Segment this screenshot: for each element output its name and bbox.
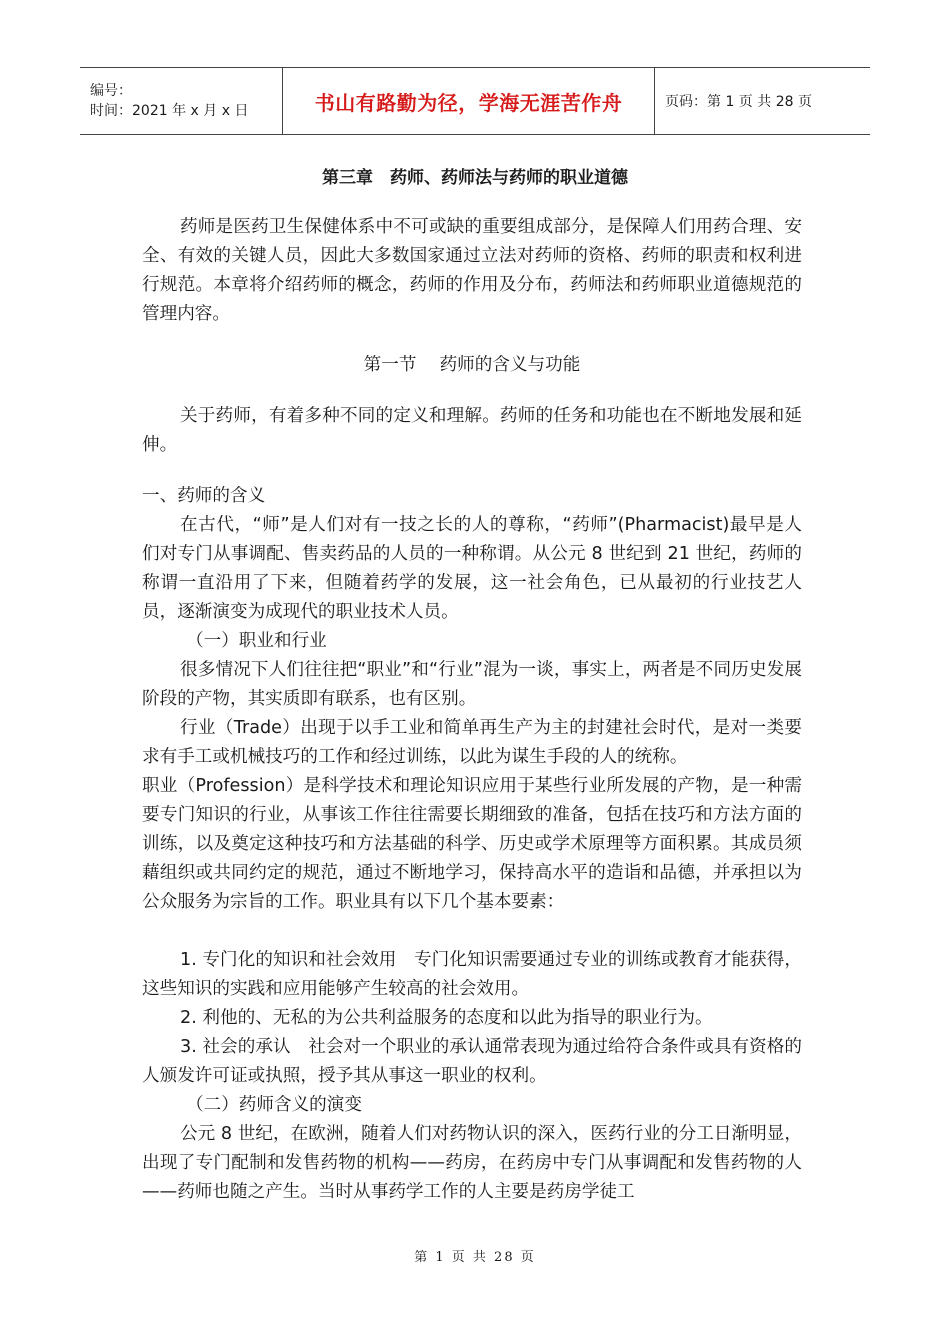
section-title: 第一节 药师的含义与功能 [363, 355, 581, 375]
page-footer: 第 1 页 共 28 页 [414, 1250, 536, 1265]
list-item-1: 1. 专门化的知识和社会效用 专门化知识需要通过专业的训练或教育才能获得，这些知识的实践和应用能够产生较高的社会效用。 [142, 950, 802, 999]
paragraph-trade: 行业（Trade）出现于以手工业和简单再生产为主的封建社会时代，是对一类要求有手工或机械技巧的工作和经过训练，以此为谋生手段的人的统称。 [142, 718, 802, 767]
section-intro-paragraph: 关于药师，有着多种不同的定义和理解。药师的任务和功能也在不断地发展和延伸。 [142, 406, 802, 455]
document-date: 时间：2021 年 x 月 x 日 [90, 103, 249, 119]
motto: 书山有路勤为径，学海无涯苦作舟 [314, 90, 623, 115]
paragraph-ancient-meaning: 在古代，“师”是人们对有一技之长的人的尊称，“药师”(Pharmacist)最早是人们对专门从事调配、售卖药品的人员的一种称谓。从公元 8 世纪到 21 世纪，药师的称谓一直沿用了下来，但随着药学的发展，这一社会角色，已从最初的行业技艺人员，逐渐演变为成现代的职业技术人员。 [142, 515, 802, 622]
subsection-title: 一、药师的含义 [142, 486, 266, 506]
chapter-title: 第三章 药师、药师法与药师的职业道德 [322, 168, 628, 188]
paragraph-profession: 职业（Profession）是科学技术和理论知识应用于某些行业所发展的产物，是一种需要专门知识的行业，从事该工作往往需要长期细致的准备，包括在技巧和方法方面的训练，以及奠定这种技巧和方法基础的科学、历史或学术原理等方面积累。其成员须藉组织或共同约定的规范，通过不断地学习，保持高水平的造诣和品德，并承担以为公众服务为宗旨的工作。职业具有以下几个基本要素： [142, 776, 802, 912]
intro-paragraph: 药师是医药卫生保健体系中不可或缺的重要组成部分，是保障人们用药合理、安全、有效的关键人员，因此大多数国家通过立法对药师的资格、药师的职责和权利进行规范。本章将介绍药师的概念，药师的作用及分布，药师法和药师职业道德规范的管理内容。 [142, 217, 802, 324]
header-motto-cell [282, 68, 655, 134]
subsection-heading-2: （二）药师含义的演变 [186, 1095, 362, 1115]
list-item-3: 3. 社会的承认 社会对一个职业的承认通常表现为通过给符合条件或具有资格的人颁发许可证或执照，授予其从事这一职业的权利。 [142, 1037, 802, 1086]
list-item-2: 2. 利他的、无私的为公共利益服务的态度和以此为指导的职业行为。 [180, 1008, 713, 1028]
page-info: 页码：第 1 页 共 28 页 [665, 94, 812, 110]
header-page-info-cell [655, 68, 870, 134]
header-meta [80, 68, 282, 134]
subsection-heading-1: （一）职业和行业 [186, 631, 327, 651]
paragraph-evolution: 公元 8 世纪，在欧洲，随着人们对药物认识的深入，医药行业的分工日渐明显，出现了专门配制和发售药物的机构——药房，在药房中专门从事调配和发售药物的人——药师也随之产生。当时从事药学工作的人主要是药房学徒工 [142, 1124, 802, 1202]
paragraph-profession-trade: 很多情况下人们往往把“职业”和“行业”混为一谈，事实上，两者是不同历史发展阶段的产物，其实质即有联系，也有区别。 [142, 660, 802, 709]
document-number: 编号： [90, 83, 132, 99]
header-table [80, 67, 870, 135]
